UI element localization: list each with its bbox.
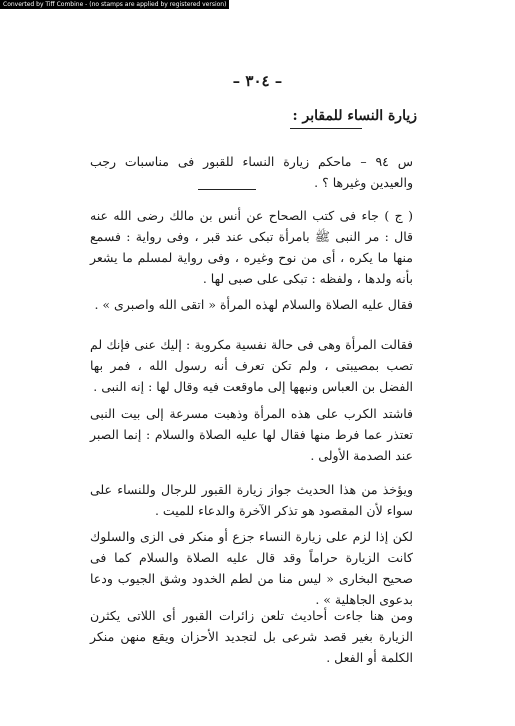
answer-paragraph-6: لكن إذا لزم على زيارة النساء جزع أو منكر فى الزى والسلوك كانت الزيارة حراماً وقد قال عليه الصلاة والسلام كما فى صحيح البخارى « ليس منا من لطم الخدود وشق الجيوب ودعا بدعوى الجاهلية » . — [90, 529, 413, 607]
question-paragraph: س ٩٤ – ماحكم زيارة النساء للقبور فى مناسبات رجب والعيدين وغيرها ؟ . — [90, 154, 414, 190]
answer-paragraph-3: فقالت المرأة وهى فى حالة نفسية مكروبة : إليك عنى فإنك لم تصب بمصيبتى ، ولم تكن تعرف أنه رسول الله ، فمر بها الفضل بن العباس ونبهها إلى ماوقعت فيه وقال لها : إنه النبى . — [90, 337, 413, 394]
answer-paragraph-5: ويؤخذ من هذا الحديث جواز زيارة القبور للرجال وللنساء على سواء لأن المقصود هو تذكر الآخرة والدعاء للميت . — [90, 482, 413, 518]
page-number: – ٣٠٤ – — [232, 72, 283, 90]
section-heading: زيارة النساء للمقابر : — [292, 108, 417, 124]
question-underline — [198, 189, 256, 190]
answer-paragraph-2: فقال عليه الصلاة والسلام لهذه المرأة « اتقى الله واصبرى » . — [94, 297, 413, 312]
answer-paragraph-4: فاشتد الكرب على هذه المرأة وذهبت مسرعة إلى بيت النبى تعتذر عما فرط منها فقال لها عليه الصلاة والسلام : إنما الصبر عند الصدمة الأولى . — [90, 406, 413, 463]
answer-paragraph-7: ومن هنا جاءت أحاديث تلعن زائرات القبور أى اللاتى يكثرن الزيارة بغير قصد شرعى بل لتجديد الأحزان ويقع منهن منكر الكلمة أو الفعل . — [90, 608, 413, 665]
converter-banner: Converted by Tiff Combine - (no stamps are applied by registered version) — [0, 0, 229, 9]
answer-paragraph-1: ( ج ) جاء فى كتب الصحاح عن أنس بن مالك رضى الله عنه قال : مر النبى ﷺ بامرأة تبكى عند قبر ، وفى رواية : فسمع منها ما يكره ، أى من نوح وغيره ، وفى رواية لمسلم ما يشعر بأنه ولدها ، ولفظه : تبكى على صبى لها . — [90, 208, 413, 286]
heading-underline — [290, 128, 362, 129]
